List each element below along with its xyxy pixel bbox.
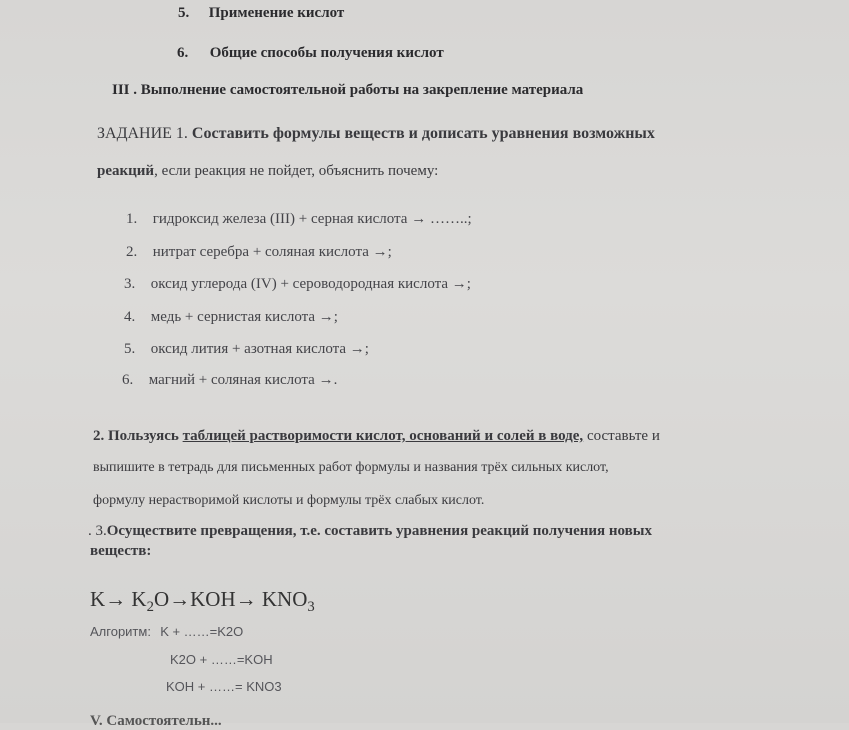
task1-line2-rest: , если реакция не пойдет, объяснить почему:	[154, 163, 439, 179]
section-heading: III . Выполнение самостоятельной работы на закрепление материала	[112, 82, 584, 98]
task1-reactions-word: реакций	[97, 163, 155, 179]
task3-line1	[88, 523, 652, 540]
item-text: гидроксид железа (III) + серная кислота → ……..;	[152, 211, 472, 227]
chain-arrow: →	[235, 587, 257, 611]
item-number: 6.	[122, 372, 134, 388]
task3-text: Осуществите превращения, т.е. составить уравнения реакций получения новых	[106, 523, 652, 539]
chain-koh: KOH	[190, 587, 236, 611]
task2-solubility-table: таблицей растворимости кислот, оснований и солей в воде,	[182, 428, 584, 444]
topic-5-text: Применение кислот	[208, 5, 345, 21]
task1-label: ЗАДАНИЕ 1.	[97, 125, 188, 142]
task1-item-4	[124, 309, 338, 326]
transformation-chain	[90, 587, 315, 616]
topic-6-text: Общие способы получения кислот	[209, 45, 444, 61]
chain-k: K	[90, 587, 106, 611]
item-number: 3.	[124, 276, 136, 292]
topic-6	[177, 45, 444, 62]
algorithm-step: K + ……=K2O	[160, 624, 244, 639]
task1-line1	[97, 125, 655, 143]
task1-item-2	[126, 244, 392, 261]
task1-line2	[97, 163, 438, 180]
task3-line2: веществ:	[90, 543, 152, 559]
item-number: 1.	[126, 211, 138, 227]
item-number: 2.	[126, 244, 138, 260]
item-text: нитрат серебра + соляная кислота →;	[152, 244, 392, 260]
task2-prefix: 2. Пользуясь	[93, 428, 183, 444]
task2-line1	[93, 428, 660, 445]
task2-line3: формулу нерастворимой кислоты и формулы трёх слабых кислот.	[93, 493, 485, 508]
chain-k2o: $K_2O$	[131, 587, 170, 616]
chain-arrow: →	[105, 587, 127, 611]
task2-rest: составьте и	[583, 428, 660, 444]
item-number: 5.	[124, 341, 136, 357]
algorithm-line-2: K2O + ……=KOH	[170, 652, 273, 667]
topic-5-number: 5.	[178, 5, 190, 21]
item-text: оксид углерода (IV) + сероводородная кислота →;	[150, 276, 471, 292]
topic-5	[178, 5, 344, 22]
task1-bold-text: Составить формулы веществ и дописать уравнения возможных	[191, 125, 655, 142]
chain-arrow: →	[169, 587, 191, 611]
task1-item-1	[126, 211, 472, 228]
task1-item-3	[124, 276, 471, 293]
topic-6-number: 6.	[177, 45, 189, 61]
item-text: медь + сернистая кислота →;	[150, 309, 338, 325]
chain-kno3: $KNO_3$	[261, 587, 315, 616]
item-text: оксид лития + азотная кислота →;	[150, 341, 369, 357]
algorithm-line-3: KOH + ……= KNO3	[166, 679, 282, 694]
task1-item-5	[124, 341, 369, 358]
item-number: 4.	[124, 309, 136, 325]
task3-prefix: . 3.	[88, 523, 107, 539]
item-text: магний + соляная кислота →.	[148, 372, 338, 388]
footer-partial-line: V. Самостоятельн...	[90, 713, 222, 729]
task1-item-6	[122, 372, 337, 389]
algorithm-label: Алгоритм:	[90, 624, 151, 639]
algorithm-line-1	[90, 624, 243, 639]
task2-line2: выпишите в тетрадь для письменных работ формулы и названия трёх сильных кислот,	[93, 460, 609, 475]
